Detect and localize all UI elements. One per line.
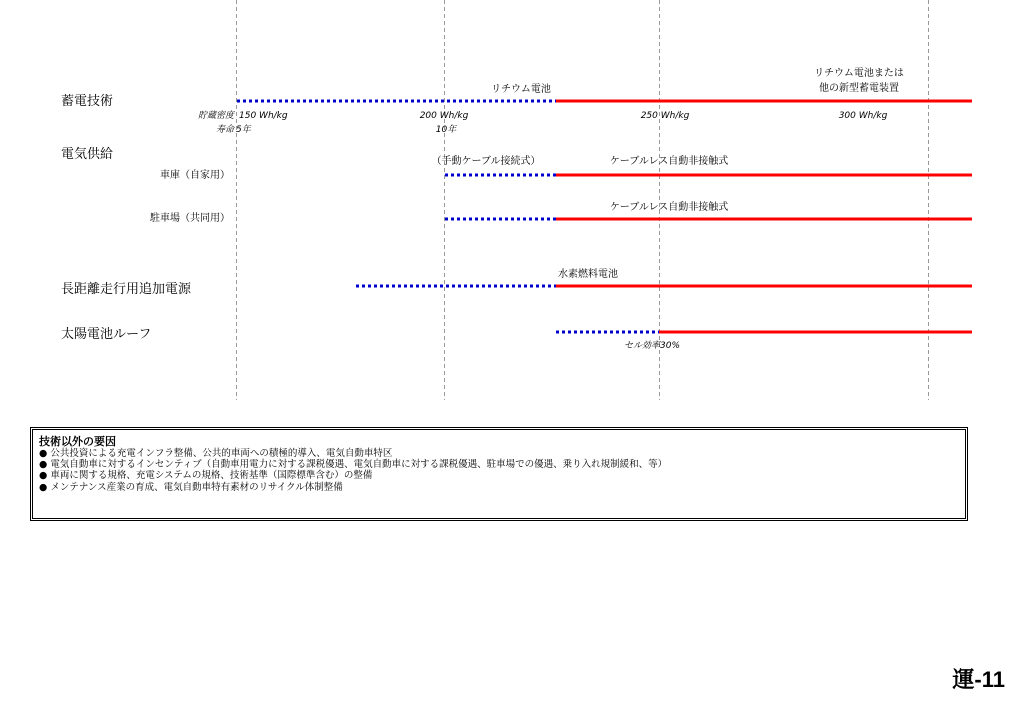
factor-text: 車両に関する規格、充電システムの規格、技術基準（国際標準含む）の整備 (50, 470, 373, 482)
page-number: 運-11 (952, 667, 1005, 692)
non-technical-factors-box (30, 427, 968, 521)
factor-item (39, 482, 667, 493)
factor-text: 公共投資による充電インフラ整備、公共的車両への積極的導入、電気自動車特区 (50, 448, 393, 459)
row-label-parking: 駐車場（共同用） (150, 213, 230, 224)
row-label-storage: 蓄電技術 (61, 94, 114, 109)
row-label-solar: 太陽電池ルーフ (61, 327, 152, 342)
annotation-density-150: 150 Wh/kg (239, 111, 288, 121)
annotation-li-or-new-line2: 他の新型蓄電装置 (819, 83, 899, 94)
factors-content (39, 436, 667, 493)
factor-text: 電気自動車に対するインセンティブ（自動車用電力に対する課税優遇、電気自動車に対する課税優遇、駐車場での優遇、乗り入れ規制緩和、等） (50, 459, 668, 471)
bullet-icon: ● (39, 448, 48, 459)
annotation-density-label: 貯蔵密度 (197, 111, 234, 121)
annotation-cell-efficiency: セル効率30% (623, 341, 681, 351)
planned-segments (237, 101, 659, 332)
annotation-manual-cable: （手動ケーブル接続式） (431, 156, 541, 167)
annotation-li-battery: リチウム電池 (491, 84, 551, 95)
bullet-icon: ● (39, 459, 48, 471)
factor-item (39, 470, 667, 481)
annotation-life-label: 寿命 (215, 125, 234, 135)
annotation-density-300: 300 Wh/kg (838, 111, 888, 121)
annotation-fuel-cell: 水素燃料電池 (558, 269, 618, 280)
row-label-range: 長距離走行用追加電源 (61, 282, 192, 297)
row-label-home: 車庫（自家用） (160, 170, 230, 181)
bullet-icon: ● (39, 470, 48, 482)
annotation-life-5: 5年 (236, 125, 251, 135)
realized-segments (556, 101, 972, 332)
annotation-density-250: 250 Wh/kg (640, 111, 690, 121)
factor-item (39, 459, 667, 470)
annotation-life-10: 10年 (435, 125, 457, 135)
factors-title: 技術以外の要因 (39, 435, 116, 448)
row-label-supply: 電気供給 (61, 147, 114, 162)
bullet-icon: ● (39, 481, 48, 493)
annotation-cableless-parking: ケーブルレス自動非接触式 (609, 202, 729, 213)
factor-text: メンテナンス産業の育成、電気自動車特有素材のリサイクル体制整備 (50, 481, 343, 493)
period-dividers (237, 0, 929, 400)
annotation-cableless-home: ケーブルレス自動非接触式 (609, 156, 729, 167)
factor-item (39, 448, 667, 459)
annotation-li-or-new-line1: リチウム電池または (814, 68, 904, 79)
annotation-density-200: 200 Wh/kg (419, 111, 469, 121)
